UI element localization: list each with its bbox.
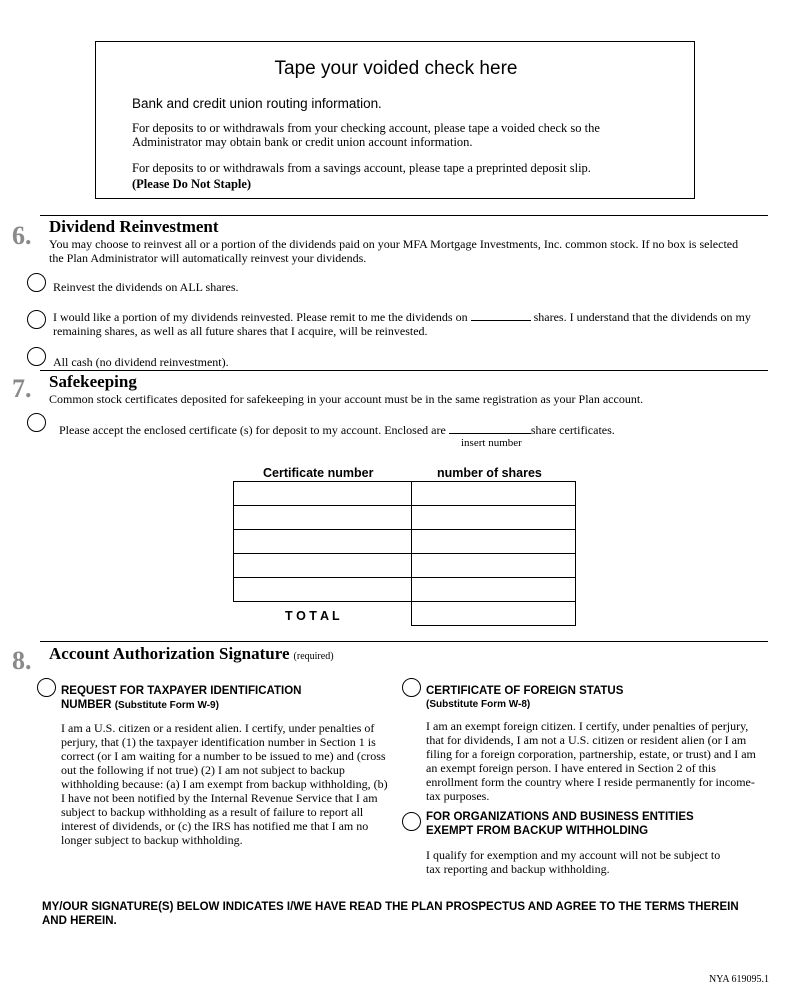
w8-radio[interactable] — [402, 678, 421, 697]
partial-reinvest-radio[interactable] — [27, 310, 46, 329]
section8-title: Account Authorization Signature — [49, 644, 290, 663]
section6-number: 6. — [12, 221, 32, 250]
insert-number-caption: insert number — [461, 437, 522, 449]
number-of-shares-cell[interactable] — [411, 577, 576, 602]
number-of-shares-header: number of shares — [437, 466, 542, 480]
organization-exempt-heading: FOR ORGANIZATIONS AND BUSINESS ENTITIES EXEMPT FROM BACKUP WITHHOLDING — [426, 811, 694, 837]
section7-number: 7. — [12, 374, 32, 403]
certificate-number-cell[interactable] — [233, 481, 412, 506]
partial-reinvest-label — [53, 310, 763, 338]
number-of-shares-cell[interactable] — [411, 505, 576, 530]
certificate-number-cell[interactable] — [233, 529, 412, 554]
organization-exempt-text: I qualify for exemption and my account will not be subject to tax reporting and backup withholding. — [426, 848, 721, 876]
check-box-subtitle-text: Bank and credit union routing information — [132, 96, 379, 111]
w8-form-label: (Substitute Form W-8) — [426, 699, 531, 710]
safekeeping-radio[interactable] — [27, 413, 46, 432]
w9-certification-text: I am a U.S. citizen or a resident alien. I certify, under penalties of perjury, that (1) the taxpayer identification number in Section 1 is correct (or I am waiting for a number to be issued to me) and (cross out the following if not true) (2) I am not subject to backup withholding because: (a) I am exempt from backup withholding, (b) I have not been notified by the Internal Revenue Service that I am subject to backup withholding as a result of failure to report all interest of dividends, or (c) the IRS has notified me that I am no longer subject to backup withholding. — [61, 721, 388, 847]
organization-exempt-radio[interactable] — [402, 812, 421, 831]
certificate-count-blank[interactable] — [449, 433, 531, 434]
partial-reinvest-label-part2: shares. I understand that the dividends on my remaining shares, as well as all future shares that I acquire, will be reinvested. — [53, 310, 751, 338]
voided-check-box — [95, 41, 695, 199]
section6-title: Dividend Reinvestment — [49, 217, 219, 236]
signature-statement: MY/OUR SIGNATURE(S) BELOW INDICATES I/WE HAVE READ THE PLAN PROSPECTUS AND AGREE TO THE TERMS THEREIN AND HEREIN. — [42, 901, 739, 927]
certificate-number-header: Certificate number — [263, 466, 374, 480]
certificate-number-cell[interactable] — [233, 553, 412, 578]
certificate-number-cell[interactable] — [233, 577, 412, 602]
check-box-no-staple-note: (Please Do Not Staple) — [132, 177, 252, 191]
section6-divider — [40, 215, 768, 216]
w9-heading-number: NUMBER — [61, 699, 112, 711]
w9-heading-line2 — [61, 698, 219, 713]
check-box-savings-instructions: For deposits to or withdrawals from a savings account, please tape a preprinted deposit slip. — [132, 161, 591, 175]
safekeeping-label — [59, 423, 615, 437]
w9-radio[interactable] — [37, 678, 56, 697]
section7-divider — [40, 370, 768, 371]
reinvest-all-label: Reinvest the dividends on ALL shares. — [53, 280, 239, 294]
certificate-number-cell[interactable] — [233, 505, 412, 530]
number-of-shares-cell[interactable] — [411, 529, 576, 554]
section7-title: Safekeeping — [49, 372, 137, 391]
check-box-title: Tape your voided check here — [274, 58, 518, 79]
all-cash-label: All cash (no dividend reinvestment). — [53, 355, 229, 369]
check-box-checking-instructions: For deposits to or withdrawals from your checking account, please tape a voided check so the Administrator may obtain bank or credit union account information. — [132, 121, 600, 149]
number-of-shares-cell[interactable] — [411, 481, 576, 506]
section8-required-note: (required) — [293, 651, 334, 662]
total-shares-cell[interactable] — [411, 601, 576, 626]
section6-intro: You may choose to reinvest all or a portion of the dividends paid on your MFA Mortgage Investments, Inc. common stock. If no box is selected the Plan Administrator will automatically reinvest your dividends. — [49, 237, 739, 265]
section8-title-line — [49, 644, 334, 664]
w9-form-label: (Substitute Form W-9) — [114, 700, 219, 711]
form-code: NYA 619095.1 — [709, 974, 770, 985]
w9-heading-line1: REQUEST FOR TAXPAYER IDENTIFICATION — [61, 685, 302, 697]
check-box-subtitle-period: . — [378, 96, 382, 111]
w8-heading: CERTIFICATE OF FOREIGN STATUS — [426, 685, 624, 697]
reinvest-all-radio[interactable] — [27, 273, 46, 292]
safekeeping-label-part1: Please accept the enclosed certificate (s) for deposit to my account. Enclosed are — [59, 423, 446, 437]
all-cash-radio[interactable] — [27, 347, 46, 366]
section8-number: 8. — [12, 646, 32, 675]
partial-shares-blank[interactable] — [471, 320, 531, 321]
section8-divider — [40, 641, 768, 642]
partial-reinvest-label-part1: I would like a portion of my dividends reinvested. Please remit to me the dividends on — [53, 310, 468, 324]
number-of-shares-cell[interactable] — [411, 553, 576, 578]
check-box-subtitle — [132, 96, 382, 112]
safekeeping-label-part2: share certificates. — [530, 423, 615, 437]
section7-intro: Common stock certificates deposited for safekeeping in your account must be in the same registration as your Plan account. — [49, 392, 644, 406]
total-label: T O T A L — [285, 609, 340, 623]
w8-certification-text: I am an exempt foreign citizen. I certify, under penalties of perjury, that for dividends, I am not a U.S. citizen or resident alien (or I am filing for a foreign corporation, partnership, estate, or trust) and I am an exempt foreign person. I have entered in Section 2 of this enrollment form the country where I reside permanently for income-tax purposes. — [426, 719, 756, 803]
